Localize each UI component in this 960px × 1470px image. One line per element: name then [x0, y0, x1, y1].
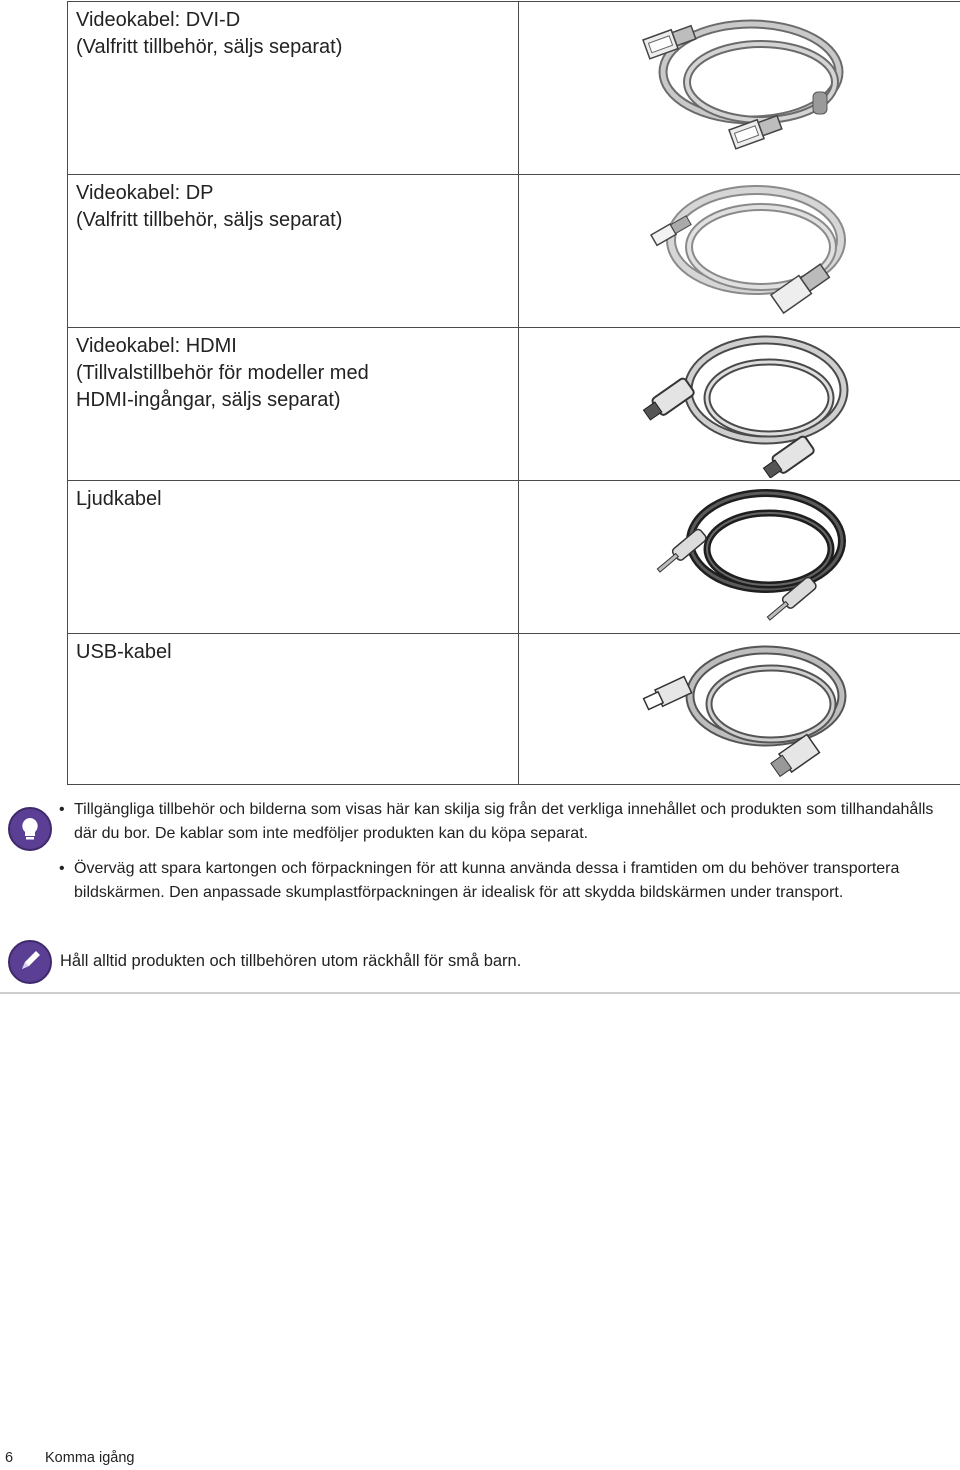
- tips-list: [58, 798, 953, 916]
- section-divider: [0, 992, 960, 994]
- accessory-image-cell: [519, 481, 960, 634]
- tip-item: • Överväg att spara kartongen och förpackningen för att kunna använda dessa i framtiden om du behöver transportera bildskärmen. Den anpassade skumplastförpackningen är idealisk för att skydda bildskärmen under transport.: [58, 857, 953, 904]
- accessory-row-usb: [68, 634, 960, 785]
- section-title: Komma igång: [45, 1450, 135, 1466]
- accessory-name: Videokabel: HDMI: [76, 335, 237, 357]
- accessory-note: (Valfritt tillbehör, säljs separat): [76, 36, 343, 58]
- accessory-image-cell: [519, 634, 960, 785]
- accessory-row-hdmi: [68, 328, 960, 481]
- accessory-name: USB-kabel: [76, 641, 172, 663]
- accessory-note: (Valfritt tillbehör, säljs separat): [76, 209, 343, 231]
- tip-item: • Tillgängliga tillbehör och bilderna som visas här kan skilja sig från det verkliga innehållet och produkten som tillhandahålls där du bor. De kablar som inte medföljer produkten kan du köpa separat.: [58, 798, 953, 845]
- accessory-name: Ljudkabel: [76, 488, 162, 510]
- accessory-note: (Tillvalstillbehör för modeller med: [76, 362, 369, 384]
- accessory-name: Videokabel: DP: [76, 182, 214, 204]
- usb-cable-image: [621, 634, 861, 782]
- audio-cable-image: [621, 481, 861, 631]
- accessory-row-dvi: [68, 2, 960, 175]
- accessory-row-audio: [68, 481, 960, 634]
- dvi-cable-image: [621, 2, 861, 170]
- accessory-label: [68, 2, 519, 175]
- pencil-icon: [8, 940, 52, 984]
- displayport-cable-image: [621, 175, 861, 325]
- accessory-note: HDMI-ingångar, säljs separat): [76, 389, 341, 411]
- accessory-image-cell: [519, 175, 960, 328]
- accessory-label: [68, 175, 519, 328]
- page-number: 6: [5, 1450, 14, 1466]
- accessories-table: [67, 1, 960, 785]
- page-footer: [0, 1448, 960, 1470]
- accessory-name: Videokabel: DVI-D: [76, 9, 241, 31]
- accessory-label: [68, 481, 519, 634]
- safety-note: Håll alltid produkten och tillbehören utom räckhåll för små barn.: [60, 952, 522, 970]
- lightbulb-icon: [8, 807, 52, 851]
- accessory-label: [68, 634, 519, 785]
- hdmi-cable-image: [621, 328, 861, 478]
- accessory-image-cell: [519, 2, 960, 175]
- accessory-row-dp: [68, 175, 960, 328]
- accessory-image-cell: [519, 328, 960, 481]
- accessory-label: [68, 328, 519, 481]
